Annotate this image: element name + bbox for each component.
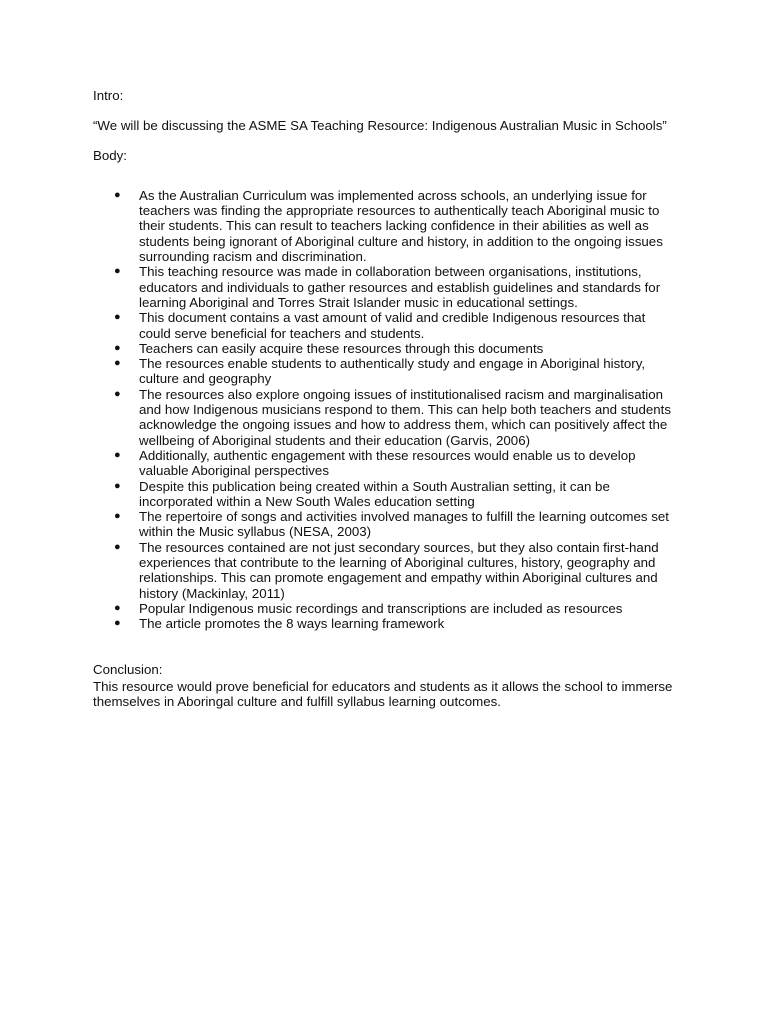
list-item (114, 386, 679, 448)
list-item-text: This document contains a vast amount of valid and credible Indigenous resources that could serve beneficial for teachers and students. (139, 310, 646, 341)
conclusion-paragraph: This resource would prove beneficial for educators and students as it allows the school to immerse themselves in Aboringal culture and fulfill syllabus learning outcomes. (93, 678, 673, 710)
bullet-icon: ● (114, 601, 121, 614)
bullet-icon: ● (114, 357, 121, 370)
body-heading: Body: (93, 147, 128, 163)
bullet-icon: ● (114, 265, 121, 278)
document-page (93, 88, 693, 709)
list-item (114, 616, 679, 632)
bullet-icon: ● (114, 341, 121, 354)
bullet-icon: ● (114, 188, 121, 201)
conclusion-heading: Conclusion: (93, 661, 163, 677)
list-item (114, 600, 679, 616)
list-item-text: The resources enable students to authentically study and engage in Aboriginal history, culture and geography (139, 356, 646, 387)
bullet-icon: ● (114, 448, 121, 461)
list-item (114, 310, 679, 341)
list-item-text: Despite this publication being created within a South Australian setting, it can be incorporated within a New South Wales education setting (139, 478, 610, 509)
body-bullet-list (93, 188, 679, 632)
intro-heading: Intro: (93, 88, 124, 103)
list-item (114, 509, 679, 540)
list-item (114, 264, 679, 310)
bullet-icon: ● (114, 479, 121, 492)
list-item-text: Popular Indigenous music recordings and transcriptions are included as resources (139, 600, 623, 616)
bullet-icon: ● (114, 510, 121, 523)
list-item (114, 340, 679, 356)
list-item-text: Teachers can easily acquire these resources through this documents (139, 340, 544, 356)
list-item (114, 187, 679, 265)
bullet-icon: ● (114, 311, 121, 324)
list-item-text: As the Australian Curriculum was implemented across schools, an underlying issue for teachers was finding the appropriate resources to authentically teach Aboriginal music to their students. This can result to teachers lacking confidence in their abilities as well as students being ignorant of Aboriginal culture and history, in addition to the ongoing issues surrounding racism and discrimination. (139, 187, 663, 265)
bullet-icon: ● (114, 540, 121, 553)
list-item (114, 447, 679, 479)
list-item (114, 539, 679, 601)
intro-quote: “We will be discussing the ASME SA Teaching Resource: Indigenous Australian Music in Schools” (93, 118, 667, 134)
list-item-text: Additionally, authentic engagement with these resources would enable us to develop valuable Aboriginal perspectives (139, 447, 636, 479)
list-item (114, 356, 679, 387)
list-item-text: The article promotes the 8 ways learning framework (139, 616, 445, 632)
list-item-text: This teaching resource was made in collaboration between organisations, institutions, educators and individuals to gather resources and establish guidelines and standards for learning Aboriginal and Torres Strait Islander music in educational settings. (139, 264, 661, 310)
list-item-text: The resources contained are not just secondary sources, but they also contain first-hand experiences that contribute to the learning of Aboriginal cultures, history, geography and relationships. This can promote engagement and empathy within Aboriginal cultures and history (Mackinlay, 2011) (139, 539, 659, 601)
list-item-text: The repertoire of songs and activities involved manages to fulfill the learning outcomes set within the Music syllabus (NESA, 2003) (139, 509, 669, 540)
bullet-icon: ● (114, 617, 121, 630)
bullet-icon: ● (114, 387, 121, 400)
list-item-text: The resources also explore ongoing issues of institutionalised racism and marginalisation and how Indigenous musicians respond to them. This can help both teachers and students acknowledge the ongoing issues and how to address them, which can positively affect the wellbeing of Aboriginal students and their education (Garvis, 2006) (139, 386, 671, 448)
list-item (114, 478, 679, 510)
